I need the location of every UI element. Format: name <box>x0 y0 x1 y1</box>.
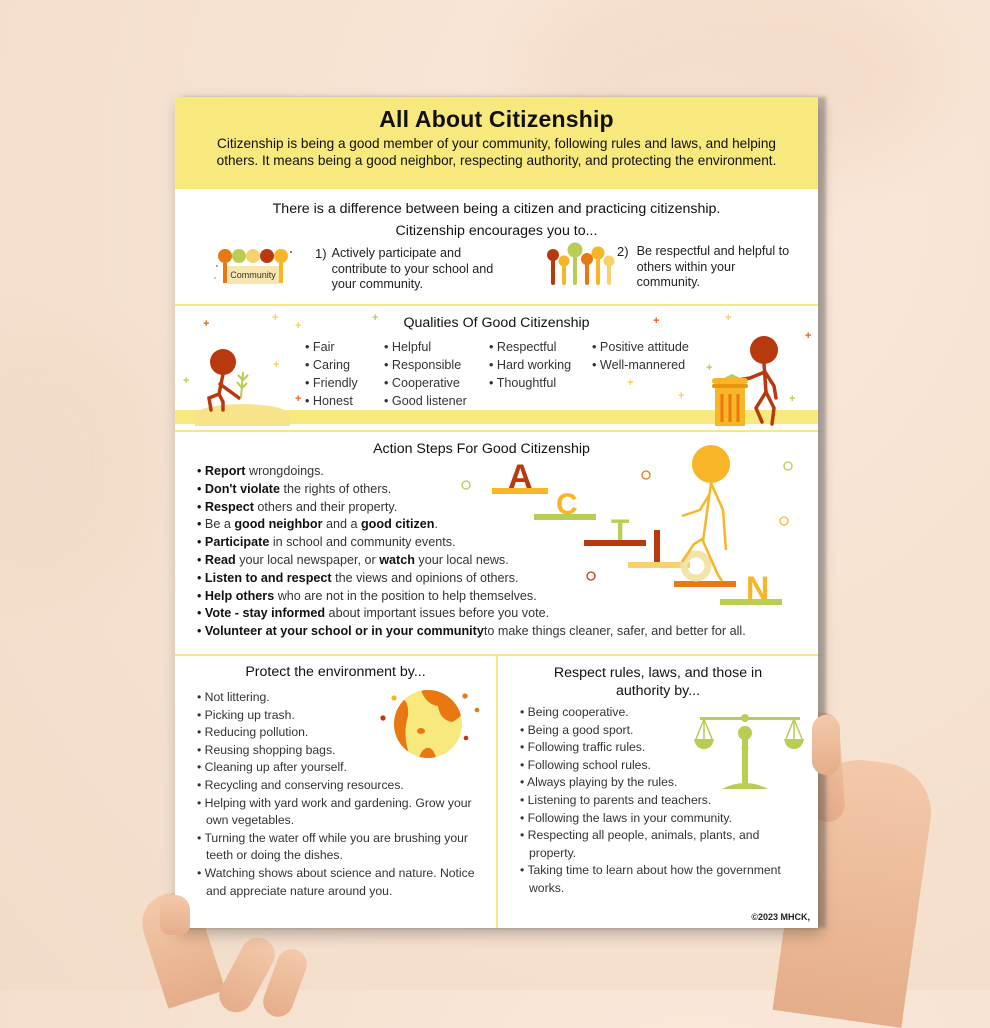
sparkle-icon: + <box>789 393 796 405</box>
step-keyword: Help others <box>204 588 275 603</box>
sparkle-icon: + <box>273 359 280 371</box>
quality-item: • Responsible <box>384 356 467 374</box>
step-text: your local newspaper, or <box>235 552 380 567</box>
sparkle-icon: + <box>627 377 634 389</box>
respect-item: • Following traffic rules. <box>520 739 800 757</box>
step-text: your local news. <box>414 552 509 567</box>
quality-item: • Positive attitude <box>592 338 689 356</box>
encourage-item-2 <box>617 244 797 291</box>
action-letter-n: N <box>746 570 770 605</box>
action-title: Action Steps For Good Citizenship <box>373 441 590 457</box>
step-text: about important issues before you vote. <box>325 606 550 621</box>
step-keyword: Read <box>204 552 236 567</box>
step-keyword: Report <box>204 464 246 478</box>
step-keyword: Don't violate <box>204 481 280 496</box>
respect-title: Respect rules, laws, and those in authority by... <box>553 665 763 699</box>
item-number: 1) <box>315 246 327 261</box>
sparkle-icon: + <box>295 393 302 405</box>
quality-item: • Fair <box>305 338 358 356</box>
step-text: and a <box>322 517 361 532</box>
step-keyword: Listen to and respect <box>204 570 332 585</box>
step-keyword: Volunteer at your school or in your community <box>204 624 484 639</box>
environment-item: • Picking up trash. <box>197 707 487 725</box>
action-letter-t: T <box>611 514 630 547</box>
sparkle-icon: + <box>805 330 812 342</box>
step-keyword: Respect <box>204 499 254 514</box>
quality-item: • Hard working <box>489 356 571 374</box>
environment-panel <box>175 656 496 928</box>
respect-item: • Listening to parents and teachers. <box>520 792 800 810</box>
header-banner <box>175 97 818 189</box>
environment-item: • Cleaning up after yourself. <box>197 759 487 777</box>
step-keyword: Vote - stay informed <box>204 606 326 621</box>
qualities-column-3 <box>489 338 571 392</box>
step-keyword: watch <box>379 552 415 567</box>
sparkle-icon: + <box>653 315 660 327</box>
copyright-notice: ©2023 MHCK, <box>751 912 810 922</box>
item-text: Be respectful and helpful to others within your community. <box>636 244 790 289</box>
respect-item: • Respecting all people, animals, plants, and property. <box>520 827 800 862</box>
action-step <box>197 605 746 623</box>
step-text: to make things cleaner, safer, and better for all. <box>483 624 746 639</box>
trash-figure-icon <box>710 334 790 428</box>
sparkle-icon: + <box>678 390 685 402</box>
sparkle-icon: + <box>372 312 379 324</box>
quality-item: • Helpful <box>384 338 467 356</box>
step-keyword: good citizen <box>360 517 435 532</box>
sparkle-icon: + <box>295 320 302 332</box>
environment-title: Protect the environment by... <box>245 664 426 680</box>
environment-item: • Watching shows about science and nature. Notice and appreciate nature around you. <box>197 865 487 900</box>
step-text: . <box>434 517 438 532</box>
respect-item: • Being cooperative. <box>520 704 800 722</box>
qualities-column-2 <box>384 338 467 410</box>
sparkle-icon: + <box>706 362 713 374</box>
quality-item: • Cooperative <box>384 374 467 392</box>
action-letter-c: C <box>556 488 578 521</box>
item-number: 2) <box>617 244 629 259</box>
step-text: who are not in the position to help themselves. <box>274 588 537 603</box>
action-staircase-illustration <box>460 440 810 605</box>
qualities-title: Qualities Of Good Citizenship <box>403 315 590 331</box>
environment-item: • Helping with yard work and gardening. Grow your own vegetables. <box>197 795 487 830</box>
bottom-section <box>175 656 818 928</box>
action-letter-a: A <box>508 458 533 496</box>
respect-item: • Following school rules. <box>520 757 800 775</box>
community-group-icon <box>213 246 295 288</box>
step-text: Be a <box>204 517 235 532</box>
environment-item: • Reducing pollution. <box>197 724 487 742</box>
respect-item: • Following the laws in your community. <box>520 810 800 828</box>
community-badge-label: Community <box>230 270 276 280</box>
earth-globe-icon <box>380 686 480 761</box>
qualities-column-4 <box>592 338 689 374</box>
step-keyword: good neighbor <box>234 517 323 532</box>
quality-item: • Good listener <box>384 392 467 410</box>
quality-item: • Honest <box>305 392 358 410</box>
respect-item: • Being a good sport. <box>520 722 800 740</box>
encourage-lead: Citizenship encourages you to... <box>395 223 598 239</box>
quality-item: • Respectful <box>489 338 571 356</box>
environment-item: • Recycling and conserving resources. <box>197 777 487 795</box>
intro-text: Citizenship is being a good member of your community, following rules and laws, and helping others. It means being a good neighbor, respecting authority, and protecting the environment. <box>216 136 777 168</box>
encourage-item-1 <box>315 246 502 293</box>
difference-statement: There is a difference between being a citizen and practicing citizenship. <box>272 201 721 217</box>
environment-item: • Not littering. <box>197 689 487 707</box>
respect-panel <box>498 656 818 928</box>
action-steps-section <box>175 432 818 654</box>
action-step <box>197 623 746 641</box>
sparkle-icon: + <box>272 312 279 324</box>
background-blot <box>0 330 160 590</box>
qualities-section <box>175 306 818 430</box>
step-text: the rights of others. <box>280 481 392 496</box>
quality-item: • Caring <box>305 356 358 374</box>
sparkle-icon: + <box>203 318 210 330</box>
respect-item: • Taking time to learn about how the government works. <box>520 862 800 897</box>
quality-item: • Thoughtful <box>489 374 571 392</box>
qualities-column-1 <box>305 338 358 410</box>
scales-of-justice-icon <box>694 713 806 791</box>
quality-item: • Friendly <box>305 374 358 392</box>
item-text: Actively participate and contribute to your school and your community. <box>331 246 494 291</box>
sparkle-icon: + <box>725 312 732 324</box>
right-thumb-tip <box>812 715 840 775</box>
step-text: in school and community events. <box>269 535 456 550</box>
page-title: All About Citizenship <box>379 106 614 132</box>
environment-item: • Turning the water off while you are brushing your teeth or doing the dishes. <box>197 830 487 865</box>
raised-hands-icon <box>545 241 617 285</box>
left-thumb-tip <box>160 895 190 935</box>
step-text: wrongdoings. <box>245 464 324 478</box>
respect-item: • Always playing by the rules. <box>520 774 800 792</box>
encourage-section <box>175 189 818 305</box>
environment-item: • Reusing shopping bags. <box>197 742 487 760</box>
step-text: others and their property. <box>253 499 398 514</box>
planting-figure-icon <box>203 346 263 416</box>
sparkle-icon: + <box>183 375 190 387</box>
citizenship-worksheet <box>175 97 818 928</box>
step-keyword: Participate <box>204 535 270 550</box>
step-text: the views and opinions of others. <box>331 570 519 585</box>
quality-item: • Well-mannered <box>592 356 689 374</box>
